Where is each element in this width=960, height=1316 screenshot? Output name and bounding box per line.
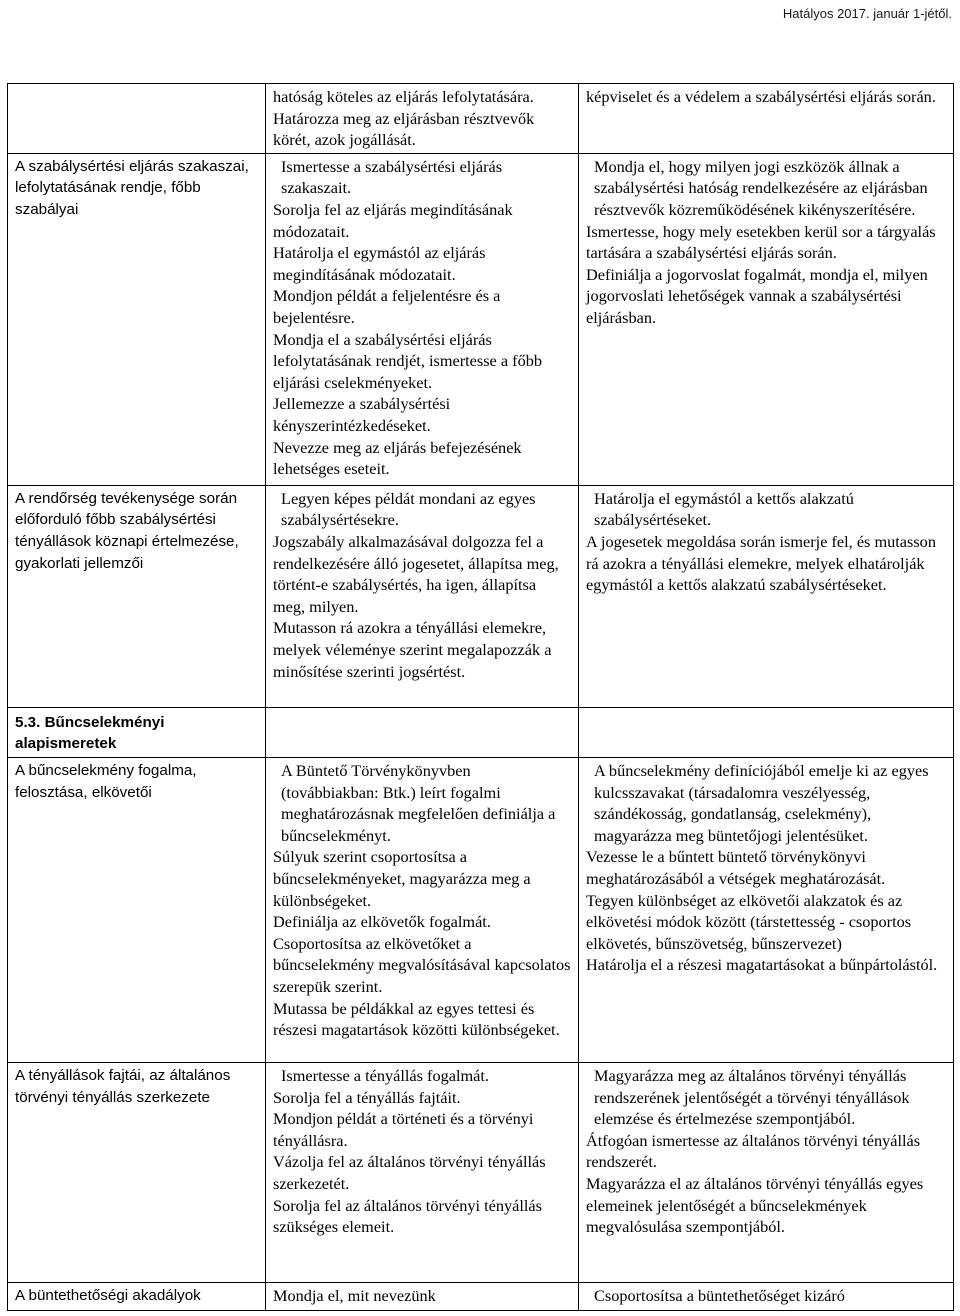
requirement-text: Mondjon példát a történeti és a törvényi tényállásra. xyxy=(273,1109,534,1150)
outcome-text: Definiálja a jogorvoslat fogalmát, mondja el, milyen jogorvoslati lehetőségek vannak a szabálysértési eljárásban. xyxy=(586,264,928,327)
outcome-text: A jogesetek megoldása során ismerje fel, és mutasson rá azokra a tényállási elemekre, melyek elhatárolják egymástól a kettős alakzatú szabálysértéseket. xyxy=(586,531,936,595)
section-header-row xyxy=(8,707,954,757)
topic-text: A rendőrség tevékenysége során előforduló főbb szabálysértési tényállások köznapi értelmezése, gyakorlati jellemzői xyxy=(15,489,239,572)
requirement-text: A Büntető Törvénykönyvben (továbbiakban: Btk.) leírt fogalmi meghatározásnak megfelelően definiálja a bűncselekményt. xyxy=(281,760,556,845)
topic-cell xyxy=(8,757,266,1062)
section-header-cell xyxy=(8,707,266,757)
outcomes-cell xyxy=(579,707,954,757)
requirements-cell xyxy=(266,84,579,154)
requirement-text: Határolja el egymástól az eljárás megindításának módozatait. xyxy=(273,243,486,284)
page-header: Hatályos 2017. január 1-jétől. xyxy=(782,6,952,21)
topic-cell xyxy=(8,485,266,707)
requirements-cell xyxy=(266,153,579,485)
topic-text: A tényállások fajtái, az általános törvényi tényállás szerkezete xyxy=(15,1066,231,1106)
requirement-text: Definiálja az elkövetők fogalmát. xyxy=(273,912,491,932)
requirement-text: Jogszabály alkalmazásával dolgozza fel a rendelkezésére álló jogesetet, állapítsa meg, történt-e szabálysértés, ha igen, állapítsa meg, milyen. xyxy=(273,531,559,616)
outcome-text: Vezesse le a bűntett büntető törvénykönyvi meghatározásából a vétségek meghatározását. xyxy=(586,847,886,888)
topic-text: A büntethetőségi akadályok xyxy=(15,1286,201,1304)
requirements-cell xyxy=(266,485,579,707)
outcome-text: Csoportosítsa a büntethetőséget kizáró xyxy=(594,1285,845,1305)
outcomes-cell xyxy=(579,757,954,1062)
outcomes-cell xyxy=(579,84,954,154)
outcomes-cell xyxy=(579,153,954,485)
outcome-text: Mondja el, hogy milyen jogi eszközök állnak a szabálysértési hatóság rendelkezésére az eljárásban résztvevők közreműködésének kikényszerítésére. xyxy=(594,156,928,219)
requirements-cell xyxy=(266,707,579,757)
curriculum-table xyxy=(7,83,954,1311)
table-row xyxy=(8,84,954,154)
table-row xyxy=(8,1062,954,1282)
requirement-text: Jellemezze a szabálysértési kényszerintézkedéseket. xyxy=(273,394,451,435)
requirement-text: Csoportosítsa az elkövetőket a bűncselekmény megvalósításával kapcsolatos szerepük szerint. xyxy=(273,933,571,996)
table-row xyxy=(8,485,954,707)
requirement-text: Nevezze meg az eljárás befejezésének lehetséges eseteit. xyxy=(273,437,522,479)
topic-cell xyxy=(8,153,266,485)
requirements-cell xyxy=(266,1282,579,1310)
outcome-text: A bűncselekmény definíciójából emelje ki az egyes kulcsszavakat (társadalomra veszélyesség, szándékosság, gondatlanság, cselekmény), magyarázza meg büntetőjogi jelentésüket. xyxy=(594,760,929,845)
requirement-text: Mondja el, mit nevezünk xyxy=(273,1285,436,1305)
outcomes-cell xyxy=(579,1282,954,1310)
outcomes-cell xyxy=(579,485,954,707)
requirement-text: Mutasson rá azokra a tényállási elemekre, melyek véleménye szerint megalapozzák a minősítése szerinti jogsértést. xyxy=(273,618,552,681)
outcome-text: Ismertesse, hogy mely esetekben kerül sor a tárgyalás tartására a szabálysértési eljárás során. xyxy=(586,221,936,263)
requirement-text: Legyen képes példát mondani az egyes szabálysértésekre. xyxy=(281,488,536,530)
requirement-text: Sorolja fel az általános törvényi tényállás szükséges elemeit. xyxy=(273,1195,542,1237)
requirement-text: Határozza meg az eljárásban résztvevők körét, azok jogállását. xyxy=(273,108,535,150)
outcome-text: Határolja el egymástól a kettős alakzatú szabálysértéseket. xyxy=(594,488,854,530)
requirement-text: Sorolja fel a tényállás fajtáit. xyxy=(273,1087,461,1107)
requirement-text: Sorolja fel az eljárás megindításának módozatait. xyxy=(273,199,513,241)
table-row xyxy=(8,1282,954,1310)
table-row xyxy=(8,757,954,1062)
requirements-cell xyxy=(266,757,579,1062)
topic-text: A szabálysértési eljárás szakaszai, lefolytatásának rendje, főbb szabályai xyxy=(15,157,249,218)
requirement-text: Ismertesse a tényállás fogalmát. xyxy=(281,1065,489,1085)
requirement-text: Vázolja fel az általános törvényi tényállás szerkezetét. xyxy=(273,1152,546,1193)
outcome-text: Határolja el a részesi magatartásokat a bűnpártolástól. xyxy=(586,955,938,975)
topic-cell xyxy=(8,84,266,154)
section-number: 5.3. xyxy=(15,713,41,731)
requirement-text: Mondja el a szabálysértési eljárás lefolytatásának rendjét, ismertesse a főbb eljárási cselekményeket. xyxy=(273,329,542,392)
requirements-cell xyxy=(266,1062,579,1282)
outcome-text: Átfogóan ismertesse az általános törvényi tényállás rendszerét. xyxy=(586,1130,921,1172)
requirement-text: Mondjon példát a feljelentésre és a bejelentésre. xyxy=(273,286,501,327)
requirement-text: Ismertesse a szabálysértési eljárás szakaszait. xyxy=(281,156,503,198)
topic-cell xyxy=(8,1282,266,1310)
requirement-text: hatóság köteles az eljárás lefolytatására. xyxy=(273,87,534,106)
outcome-text: képviselet és a védelem a szabálysértési eljárás során. xyxy=(586,87,936,106)
outcome-text: Magyarázza el az általános törvényi tényállás egyes elemeinek jelentőségét a bűncselekmények megvalósulása szempontjából. xyxy=(586,1173,924,1237)
topic-text: A bűncselekmény fogalma, felosztása, elkövetői xyxy=(15,761,197,801)
requirement-text: Mutassa be példákkal az egyes tettesi és részesi magatartások közötti különbségeket. xyxy=(273,998,560,1040)
outcomes-cell xyxy=(579,1062,954,1282)
requirement-text: Súlyuk szerint csoportosítsa a bűncselekményeket, magyarázza meg a különbségeket. xyxy=(273,847,531,910)
section-title: Bűncselekményi alapismeretek xyxy=(15,713,165,753)
outcome-text: Magyarázza meg az általános törvényi tényállás rendszerének jelentőségét a törvényi tényállások elemzése és értelmezése szempontjából. xyxy=(594,1065,910,1129)
topic-cell xyxy=(8,1062,266,1282)
outcome-text: Tegyen különbséget az elkövetői alakzatok és az elkövetési módok között (társtettesség - csoportos elkövetés, bűnszövetség, bűnszervezet) xyxy=(586,890,912,953)
table-row xyxy=(8,153,954,485)
